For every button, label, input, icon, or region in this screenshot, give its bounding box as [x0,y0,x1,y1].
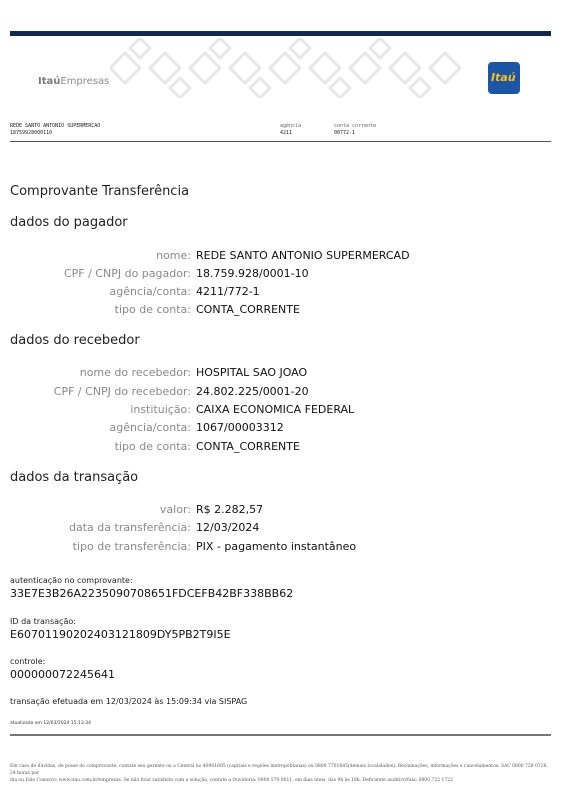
footer-line: Em caso de dúvidas, de posse do comprovante, contate seu gerente ou a Central no 40901685 (capitais e regiões metropolitanas) ou 0800 7701685(demais localidades). Reclamações, informações e cancelamentos: SAC 0800 728 0728, 24 horas por [10,764,548,776]
transacao-row [0,540,561,556]
account-number [334,123,376,137]
brand-name: ItaúEmpresas [38,76,110,87]
authentication-label: autenticação no comprovante: [10,576,133,585]
transaction-id: E60701190202403121809DY5PB2T9I5E [10,628,231,641]
transacao-row [0,503,561,519]
account-holder [10,123,100,137]
field-label: agência/conta: [109,285,191,298]
header-pattern [110,38,470,98]
field-value: 18.759.928/0001-10 [196,267,309,280]
page-title: Comprovante Transferência [10,184,190,199]
field-value: 1067/00003312 [196,421,284,434]
field-label: agência/conta: [109,421,191,434]
field-value: CONTA_CORRENTE [196,440,300,453]
control-number: 000000072245641 [10,668,115,681]
footer-line: dia ou Fale Conosco: www.itau.com.br/empresas. Se não ficar satisfeito com a solução, contate a Ouvidoria: 0800 570 0011, em dias úteis, das 9h às 18h. Deficiente auditivo/fala: 0800 722 1722 [10,778,453,783]
field-label: tipo de conta: [114,440,191,453]
itau-logo [488,62,520,94]
account-divider [10,141,551,142]
logo-text: Itaú [491,71,516,84]
field-value: HOSPITAL SAO JOAO [196,366,308,379]
agency-label: agência [280,123,302,129]
field-label: CPF / CNPJ do pagador: [63,267,191,280]
field-label: tipo de transferência: [72,540,191,553]
pagador-row [0,249,561,265]
account-number-label: conta corrente [334,123,377,129]
field-value: 4211/772-1 [196,285,260,298]
transaction-executed-text: transação efetuada em 12/03/2024 às 15:09:34 via SISPAG [10,697,248,706]
field-value: PIX - pagamento instantâneo [196,540,357,553]
field-value: 12/03/2024 [196,521,260,534]
field-label: valor: [159,503,191,516]
field-value: REDE SANTO ANTONIO SUPERMERCAD [196,249,410,262]
pagador-row [0,267,561,283]
section-recebedor-heading: dados do recebedor [10,333,140,348]
control-label: controle: [10,657,46,666]
field-value: R$ 2.282,57 [196,503,264,516]
account-number-value: 00772-1 [334,130,356,136]
footer-notice [10,763,551,784]
field-label: nome do recebedor: [79,366,191,379]
section-transacao-heading: dados da transação [10,470,139,485]
field-label: CPF / CNPJ do recebedor: [53,385,191,398]
agency-value: 4211 [280,130,293,136]
transaction-id-label: ID da transação: [10,617,76,626]
recebedor-row [0,403,561,419]
field-value: 24.802.225/0001-20 [196,385,309,398]
recebedor-row [0,366,561,382]
transacao-row [0,521,561,537]
recebedor-row [0,385,561,401]
recebedor-row [0,440,561,456]
field-value: CONTA_CORRENTE [196,303,300,316]
authentication-code: 33E7E3B26A2235090708651FDCEFB42BF338BB62 [10,587,294,600]
field-value: CAIXA ECONOMICA FEDERAL [196,403,355,416]
header-top-bar [10,31,551,36]
account-agency [280,123,301,137]
field-label: data da transferência: [69,521,191,534]
recebedor-row [0,421,561,437]
field-label: tipo de conta: [114,303,191,316]
pagador-row [0,285,561,301]
account-company: REDE SANTO ANTONIO SUPERMERCAO [10,123,101,129]
field-label: instituição: [130,403,191,416]
section-pagador-heading: dados do pagador [10,215,128,230]
footer-divider [10,734,551,736]
updated-timestamp: atualizado em 12/03/2024 15:13:34 [10,721,91,726]
account-cnpj: 18759928000110 [10,130,53,136]
field-label: nome: [156,249,191,262]
pagador-row [0,303,561,319]
